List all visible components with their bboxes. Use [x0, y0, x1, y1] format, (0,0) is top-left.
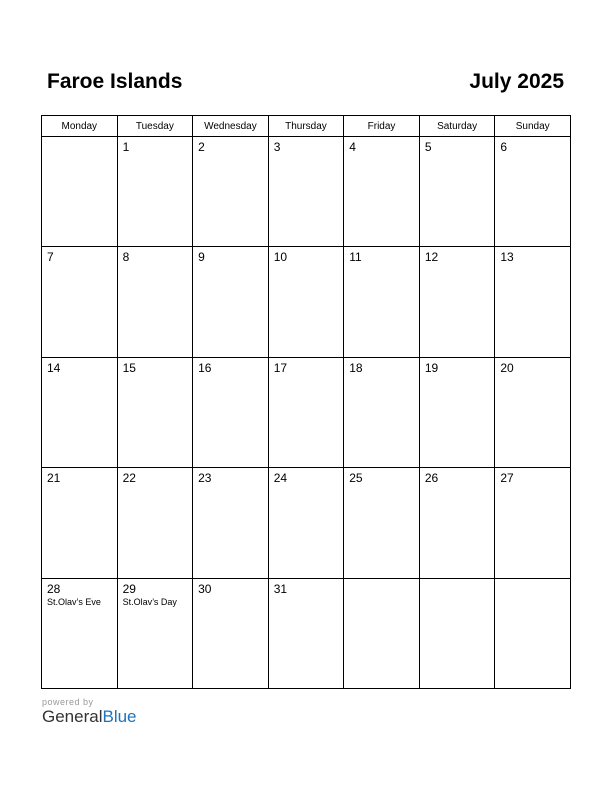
day-cell	[42, 468, 118, 578]
weekday-tuesday: Tuesday	[117, 116, 193, 137]
day-cell	[193, 578, 269, 688]
day-number: 15	[122, 360, 136, 375]
holiday-label: St.Olav’s Day	[122, 596, 177, 607]
day-number: 3	[273, 140, 281, 154]
day-number: 11	[349, 250, 362, 265]
day-cell	[42, 357, 118, 467]
day-number: 30	[198, 581, 212, 596]
day-cell	[193, 357, 269, 467]
week-row	[42, 357, 571, 467]
weekday-monday: Monday	[42, 116, 118, 137]
day-number	[344, 579, 419, 582]
week-row	[42, 247, 571, 357]
day-cell	[419, 468, 495, 578]
day-number: 1	[122, 140, 130, 154]
day-number: 12	[424, 250, 439, 265]
week-row	[42, 137, 571, 247]
day-number: 14	[47, 360, 61, 375]
day-number: 8	[122, 250, 130, 265]
day-cell	[495, 578, 571, 688]
day-number: 29	[122, 581, 136, 596]
day-number: 2	[198, 140, 205, 154]
day-cell	[42, 578, 118, 688]
day-number	[495, 579, 570, 582]
day-number: 21	[47, 471, 61, 486]
day-number: 17	[273, 360, 288, 375]
day-number: 31	[273, 581, 288, 596]
day-number: 20	[500, 360, 514, 375]
day-number: 18	[349, 360, 363, 375]
day-cell	[419, 357, 495, 467]
day-cell	[419, 137, 495, 247]
brand-logo	[42, 707, 137, 727]
day-cell	[268, 247, 344, 357]
weekday-thursday: Thursday	[268, 116, 344, 137]
region-title: Faroe Islands	[47, 70, 183, 93]
day-number	[42, 137, 117, 140]
day-cell	[117, 357, 193, 467]
day-number: 23	[198, 471, 212, 486]
day-cell	[268, 137, 344, 247]
day-cell	[344, 468, 420, 578]
day-number: 5	[424, 140, 432, 154]
holiday-label: St.Olav’s Eve	[47, 596, 101, 607]
day-cell	[268, 578, 344, 688]
day-cell	[344, 578, 420, 688]
brand-name-blue: Blue	[102, 707, 137, 726]
day-cell	[495, 357, 571, 467]
day-cell	[419, 578, 495, 688]
day-number: 13	[500, 250, 514, 265]
day-cell	[495, 468, 571, 578]
day-cell	[117, 578, 193, 688]
day-cell	[495, 137, 571, 247]
day-number: 4	[349, 140, 356, 154]
day-cell	[344, 357, 420, 467]
brand-name-general: General	[42, 707, 103, 726]
day-cell	[268, 468, 344, 578]
day-cell	[193, 468, 269, 578]
day-number: 6	[500, 140, 508, 154]
day-cell	[193, 137, 269, 247]
day-cell	[495, 247, 571, 357]
day-cell	[419, 247, 495, 357]
day-cell	[344, 137, 420, 247]
day-cell	[117, 468, 193, 578]
day-cell	[193, 247, 269, 357]
footer-logo	[42, 697, 137, 727]
weekday-sunday: Sunday	[495, 116, 571, 137]
day-number: 19	[424, 360, 439, 375]
day-number: 9	[198, 250, 205, 265]
weekday-friday: Friday	[344, 116, 420, 137]
day-cell	[344, 247, 420, 357]
weekday-header-row	[42, 116, 571, 137]
week-row	[42, 578, 571, 688]
day-cell	[42, 137, 118, 247]
weekday-wednesday: Wednesday	[193, 116, 269, 137]
calendar-grid	[41, 115, 571, 689]
week-row	[42, 468, 571, 578]
weekday-saturday: Saturday	[419, 116, 495, 137]
day-cell	[42, 247, 118, 357]
day-cell	[117, 137, 193, 247]
day-number: 10	[273, 250, 288, 265]
day-number: 16	[198, 360, 212, 375]
day-number: 27	[500, 471, 514, 486]
day-number: 26	[424, 471, 439, 486]
day-number: 28	[47, 581, 61, 596]
day-cell	[117, 247, 193, 357]
day-number: 25	[349, 471, 363, 486]
day-number	[420, 579, 495, 582]
day-number: 22	[122, 471, 136, 486]
powered-by-text: powered by	[42, 697, 94, 707]
day-number: 7	[47, 250, 54, 265]
month-year-title: July 2025	[469, 70, 564, 93]
day-number: 24	[273, 471, 288, 486]
day-cell	[268, 357, 344, 467]
